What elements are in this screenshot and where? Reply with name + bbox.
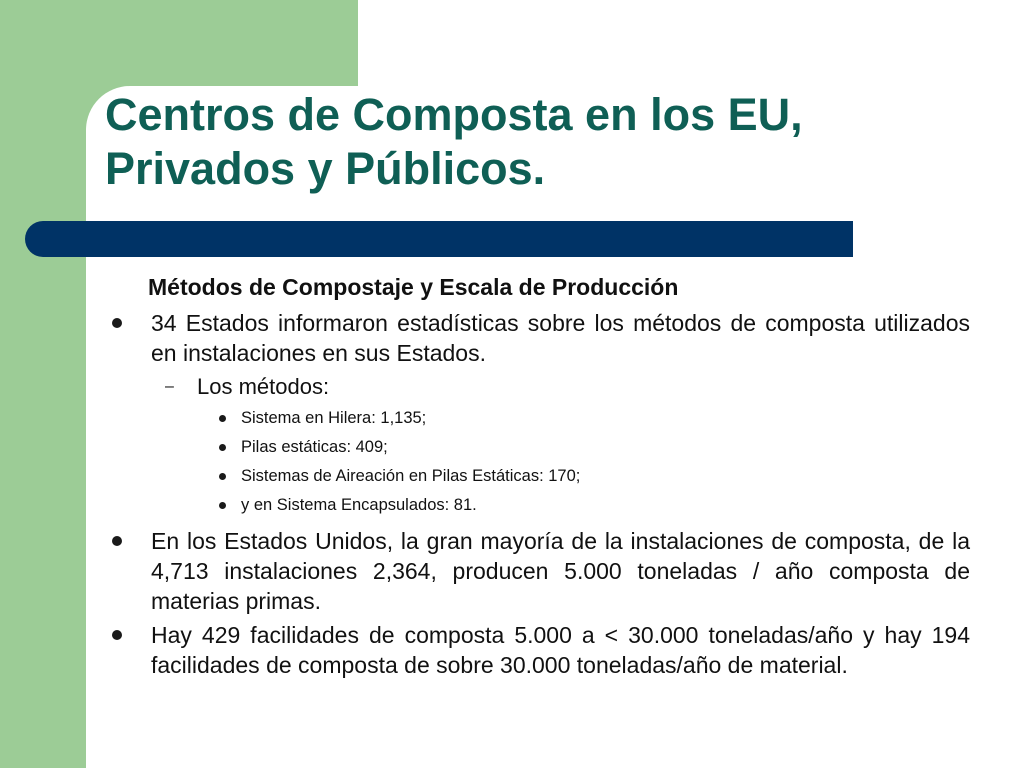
method-text: Pilas estáticas: 409; (241, 438, 388, 456)
method-text: Sistema en Hilera: 1,135; (241, 409, 427, 427)
bullet-text: 34 Estados informaron estadísticas sobre los métodos de composta utilizados en instalaciones en sus Estados. (151, 310, 970, 366)
title-line-2: Privados y Públicos. (105, 143, 546, 194)
title-divider-bar (25, 221, 853, 257)
bullet-dot-icon (219, 444, 226, 451)
dash-icon: – (165, 378, 174, 395)
bullet-dot-icon (112, 630, 122, 640)
bullet-dot-icon (112, 536, 122, 546)
sub-bullet-text: Los métodos: (197, 374, 330, 399)
method-item (110, 433, 970, 462)
method-item (110, 491, 970, 520)
slide-body (110, 270, 970, 684)
section-subheading: Métodos de Compostaje y Escala de Producción (148, 274, 679, 300)
method-item (110, 462, 970, 491)
bullet-dot-icon (219, 415, 226, 422)
bullet-text: En los Estados Unidos, la gran mayoría de la instalaciones de composta, de la 4,713 instalaciones 2,364, producen 5.000 toneladas / año composta de materias primas. (151, 528, 970, 614)
methods-list (110, 404, 970, 520)
method-item (110, 404, 970, 433)
method-text: Sistemas de Aireación en Pilas Estáticas: 170; (241, 467, 581, 485)
bullet-dot-icon (219, 502, 226, 509)
bullet-text: Hay 429 facilidades de composta 5.000 a < 30.000 toneladas/año y hay 194 facilidades de composta de sobre 30.000 toneladas/año de material. (151, 622, 970, 678)
bullet-dot-icon (112, 318, 122, 328)
bullet-dot-icon (219, 473, 226, 480)
slide-title (105, 88, 985, 196)
title-line-1: Centros de Composta en los EU, (105, 89, 803, 140)
sub-bullet-item (110, 372, 970, 402)
method-text: y en Sistema Encapsulados: 81. (241, 496, 477, 514)
bullet-item (110, 526, 970, 616)
bullet-item (110, 620, 970, 680)
white-top-area (358, 0, 1024, 86)
bullet-item (110, 308, 970, 368)
